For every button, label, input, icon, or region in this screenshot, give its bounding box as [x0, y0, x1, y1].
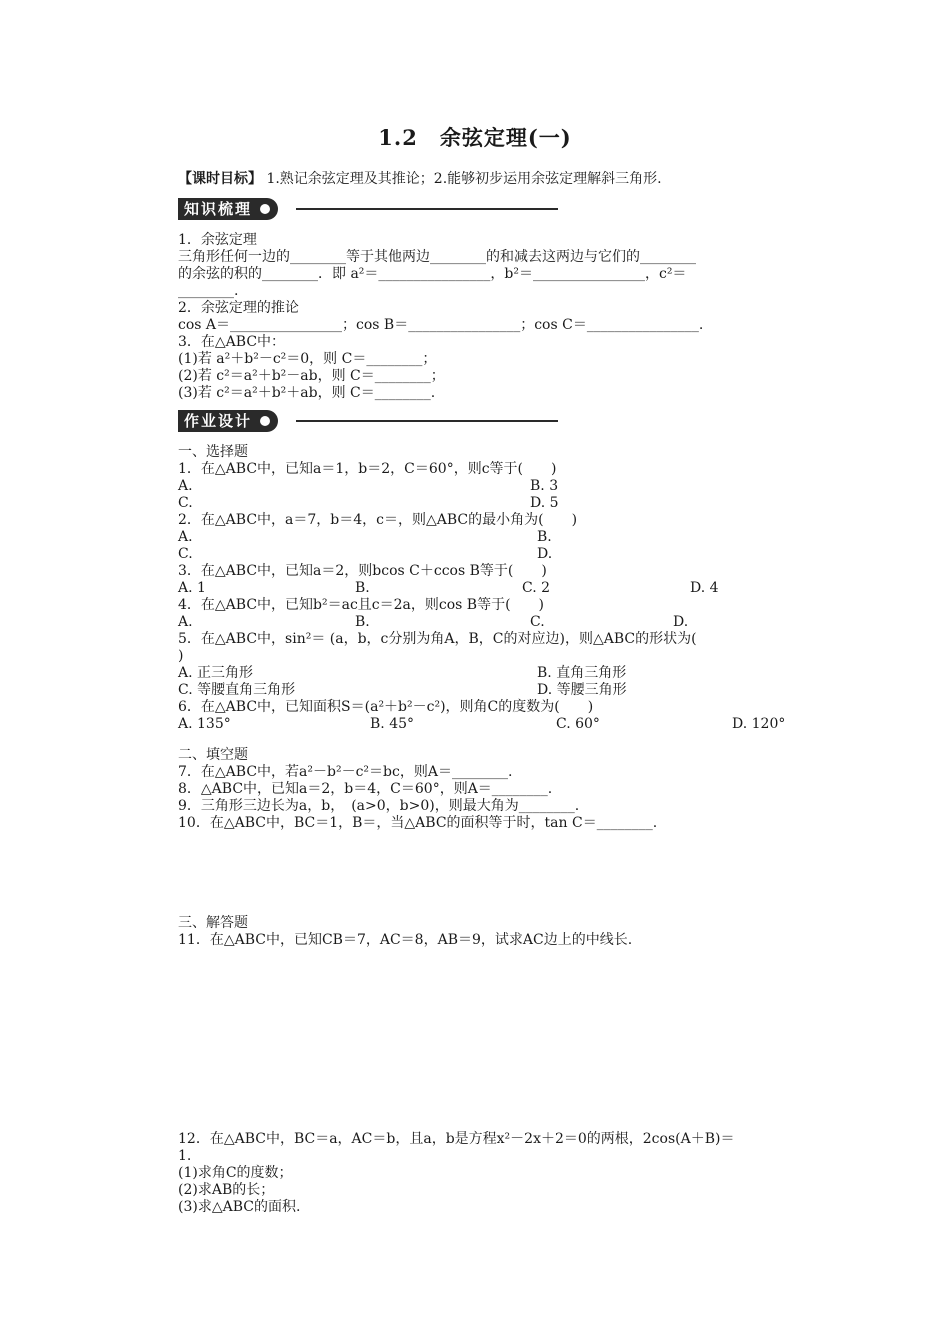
option-a: A. 正三角形 [178, 665, 254, 681]
option-c: C. [178, 546, 193, 562]
option-a: A. 135° [178, 716, 231, 732]
option-b: B. [355, 580, 370, 596]
text-line: (1)若 a²＋b²－c²＝0，则 C＝________； [178, 351, 437, 367]
question-9: 9．三角形三边长为a，b， (a>0，b>0)，则最大角为________. [178, 798, 580, 814]
question-3: 3．在△ABC中，已知a＝2，则bcos C＋ccos B等于( ) [178, 563, 547, 579]
question-8: 8．△ABC中，已知a＝2，b＝4，C＝60°，则A＝________. [178, 781, 553, 797]
question-11: 11．在△ABC中，已知CB＝7，AC＝8，AB＝9，试求AC边上的中线长. [178, 932, 633, 948]
option-b: B. [537, 529, 552, 545]
text-line: 2．余弦定理的推论 [178, 300, 299, 316]
lesson-goal [178, 168, 662, 188]
option-d: D. 120° [732, 716, 786, 732]
option-c: C. [178, 495, 193, 511]
question-12-part: (1)求角C的度数； [178, 1165, 293, 1181]
option-b: B. 3 [530, 478, 559, 494]
text-line: 的余弦的积的________．即 a²＝________________，b²＝________________，c²＝ [178, 266, 687, 282]
question-5: 5．在△ABC中，sin²＝ (a，b，c分别为角A，B，C的对应边)，则△ABC的形状为( [178, 631, 697, 647]
option-b: B. [355, 614, 370, 630]
option-c: C. [530, 614, 545, 630]
question-12-part: (3)求△ABC的面积. [178, 1199, 301, 1215]
option-d: D. 5 [530, 495, 559, 511]
option-b: B. 直角三角形 [537, 665, 627, 681]
text-line: (3)若 c²＝a²＋b²＋ab，则 C＝________. [178, 385, 436, 401]
question-10: 10．在△ABC中，BC＝1，B＝，当△ABC的面积等于时，tan C＝________. [178, 815, 658, 831]
option-a: A. 1 [178, 580, 206, 596]
section-banner-knowledge [178, 198, 558, 220]
option-a: A. [178, 614, 193, 630]
text-line: ________. [178, 283, 239, 299]
banner-rule [296, 420, 558, 422]
option-b: B. 45° [370, 716, 415, 732]
question-5-continued: ) [178, 648, 184, 664]
banner-rule [296, 208, 558, 210]
text-line: cos A＝________________；cos B＝________________；cos C＝________________. [178, 317, 704, 333]
option-c: C. 2 [522, 580, 551, 596]
text-line: 1．余弦定理 [178, 232, 257, 248]
option-d: D. [537, 546, 553, 562]
lesson-goal-label: 【课时目标】 [178, 171, 262, 187]
question-1: 1．在△ABC中，已知a＝1，b＝2，C＝60°，则c等于( ) [178, 461, 557, 477]
text-line: 3．在△ABC中： [178, 334, 286, 350]
question-2: 2．在△ABC中，a＝7，b＝4，c＝，则△ABC的最小角为( ) [178, 512, 578, 528]
section-banner-homework [178, 410, 558, 432]
section-heading: 二、填空题 [178, 747, 248, 763]
question-12-continued: 1. [178, 1148, 192, 1164]
banner-dot-icon [260, 204, 270, 214]
text-line: (2)若 c²＝a²＋b²－ab，则 C＝________； [178, 368, 445, 384]
lesson-goal-text: 1.熟记余弦定理及其推论；2.能够初步运用余弦定理解斜三角形. [266, 171, 662, 187]
section-heading: 一、选择题 [178, 444, 248, 460]
banner-label: 作业设计 [184, 412, 253, 430]
question-12-part: (2)求AB的长； [178, 1182, 275, 1198]
section-heading: 三、解答题 [178, 915, 248, 931]
banner-dot-icon [260, 416, 270, 426]
question-7: 7．在△ABC中，若a²－b²－c²＝bc，则A＝________. [178, 764, 513, 780]
question-6: 6．在△ABC中，已知面积S＝(a²＋b²－c²)，则角C的度数为( ) [178, 699, 594, 715]
question-12: 12．在△ABC中，BC＝a，AC＝b，且a，b是方程x²－2x＋2＝0的两根，2cos(A＋B)＝ [178, 1131, 735, 1147]
option-c: C. 等腰直角三角形 [178, 682, 296, 698]
text-line: 三角形任何一边的________等于其他两边________的和减去这两边与它们的________ [178, 249, 696, 265]
option-a: A. [178, 478, 193, 494]
banner-label: 知识梳理 [184, 200, 253, 218]
option-c: C. 60° [556, 716, 600, 732]
option-a: A. [178, 529, 193, 545]
option-d: D. [673, 614, 689, 630]
question-4: 4．在△ABC中，已知b²＝ac且c＝2a，则cos B等于( ) [178, 597, 545, 613]
page-title: 1.2 余弦定理(一) [378, 125, 572, 150]
option-d: D. 4 [690, 580, 719, 596]
option-d: D. 等腰三角形 [537, 682, 627, 698]
